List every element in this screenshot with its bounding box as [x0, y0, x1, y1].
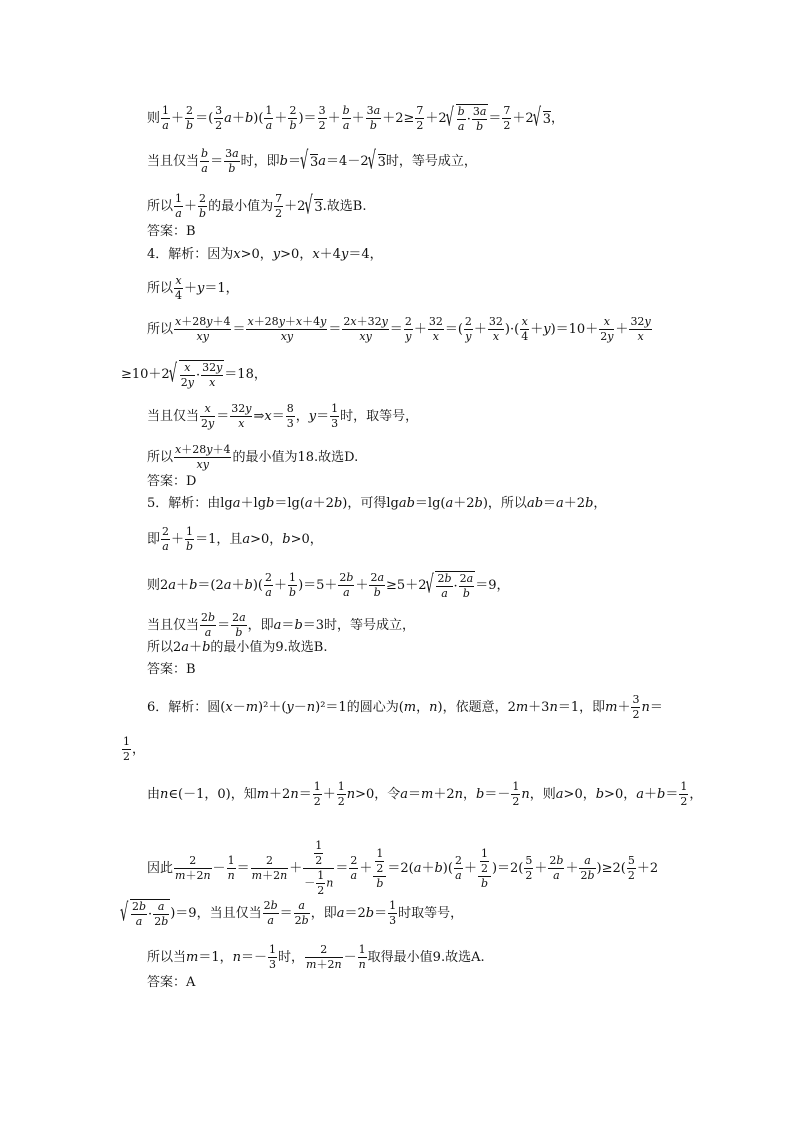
solution-6-main-line-cont: √ $\frac{2b}{a}$ · $\frac{a}{2b}$ )＝9，当且仅当 $\frac{2b}{a}$ ＝ $\frac{a}{2b}$ ，即a＝2b＝ $\frac{1}{3}$ 时取等号， — [121, 899, 463, 928]
solution-6-main-line: 因此 $\frac{2}{m+2n}$ － $\frac{1}{n}$ ＝ $\frac{2}{m+2n}$ ＋ $\frac{1}{2}$ － $\frac{1}{2}$ n ＝ $\frac{2}{a}$ ＋ $\frac{\frac{1}{2}}{b}$ ＝2(a＋b)( $\frac{2}{a}$ ＋ $\frac{\frac{1}{2}}{b}$ )＝2( $\frac{5}{2}$ ＋ $\frac{2b}{a}$ ＋ $\frac{a}{2b}$ )≥2( $\frac{5}{2}$ ＋2 — [147, 839, 659, 898]
solution-4-header: 4．解析：因为x>0，y>0，x＋4y＝4， — [147, 247, 383, 262]
solution-5-conclusion: 所以2a＋b的最小值为9.故选B. — [147, 640, 328, 655]
solution-5-main-line: 则2a＋b＝(2a＋b)( $\frac{2}{a}$ ＋ $\frac{1}{b}$ )＝5＋ $\frac{2b}{a}$ ＋ $\frac{2a}{b}$ ≥5＋2 √ $\frac{2b}{a}$ · $\frac{2a}{b}$ ＝9， — [147, 571, 510, 600]
solution-6-substitution: 由n∈(－1，0)，知m＋2n＝ $\frac{1}{2}$ ＋ $\frac{1}{2}$ n>0，令a＝m＋2n，b＝－ $\frac{1}{2}$ n，则a>0，b>0，a＋b＝ $\frac{1}{2}$ ， — [147, 780, 703, 809]
solution-4-inequality: ≥10＋2 √ $\frac{x}{2y}$ · $\frac{32y}{x}$ ＝18， — [121, 360, 267, 389]
solution-6-conclusion: 所以当m＝1，n＝－ $\frac{1}{3}$ 时， $\frac{2}{m+2n}$ － $\frac{1}{n}$ 取得最小值9.故选A. — [147, 943, 485, 972]
solution-4-equality-line: 当且仅当 $\frac{x}{2y}$ ＝ $\frac{32y}{x}$ ⇒x＝ $\frac{8}{3}$ ，y＝ $\frac{1}{3}$ 时，取等号， — [147, 402, 419, 431]
solution-4-conclusion: 所以 $\frac{x+28y+4}{xy}$ 的最小值为18.故选D. — [147, 443, 359, 472]
solution-5-constraint: 即 $\frac{2}{a}$ ＋ $\frac{1}{b}$ ＝1，且a>0，b>0， — [147, 525, 323, 554]
solution-5-equality-line: 当且仅当 $\frac{2b}{a}$ ＝ $\frac{2a}{b}$ ，即a＝b＝3时，等号成立， — [147, 611, 416, 640]
answer-3: 答案：B — [147, 224, 196, 239]
answer-6: 答案：A — [147, 975, 196, 990]
solution-3-conclusion: 所以 $\frac{1}{a}$ ＋ $\frac{2}{b}$ 的最小值为 $\frac{7}{2}$ ＋2√ 3.故选B. — [147, 193, 366, 220]
solution-6-header: 6．解析：圆(x－m)²＋(y－n)²＝1的圆心为(m，n)，依题意，2m＋3n＝1，即m＋ $\frac{3}{2}$ n＝ — [147, 693, 663, 722]
solution-4-constraint: 所以 $\frac{x}{4}$ ＋y＝1， — [147, 274, 239, 303]
answer-4: 答案：D — [147, 474, 197, 489]
solution-5-header: 5．解析：由lga＋lgb＝lg(a＋2b)，可得lgab＝lg(a＋2b)，所以ab＝a＋2b， — [147, 496, 607, 511]
solution-6-header-cont: $\frac{1}{2}$ ， — [123, 735, 146, 764]
solution-3-equality-line: 当且仅当 $\frac{b}{a}$ ＝ $\frac{3a}{b}$ 时，即b＝√ 3a＝4－2√ 3时，等号成立， — [147, 148, 477, 175]
solution-3-main-line: 则 $\frac{1}{a}$ ＋ $\frac{2}{b}$ ＝( $\frac{3}{2}$ a＋b)( $\frac{1}{a}$ ＋ $\frac{2}{b}$ )＝ $\frac{3}{2}$ ＋ $\frac{b}{a}$ ＋ $\frac{3a}{b}$ ＋2≥ $\frac{7}{2}$ ＋2 √ $\frac{b}{a}$ · $\frac{3a}{b}$ ＝ $\frac{7}{2}$ ＋2√ 3， — [147, 104, 564, 133]
solution-4-main-line: 所以 $\frac{x+28y+4}{xy}$ ＝ $\frac{x+28y+x+4y}{xy}$ ＝ $\frac{2x+32y}{xy}$ ＝ $\frac{2}{y}$ ＋ $\frac{32}{x}$ ＝( $\frac{2}{y}$ ＋ $\frac{32}{x}$ )·( $\frac{x}{4}$ ＋y)＝10＋ $\frac{x}{2y}$ ＋ $\frac{32y}{x}$ — [147, 315, 651, 344]
answer-5: 答案：B — [147, 662, 196, 677]
